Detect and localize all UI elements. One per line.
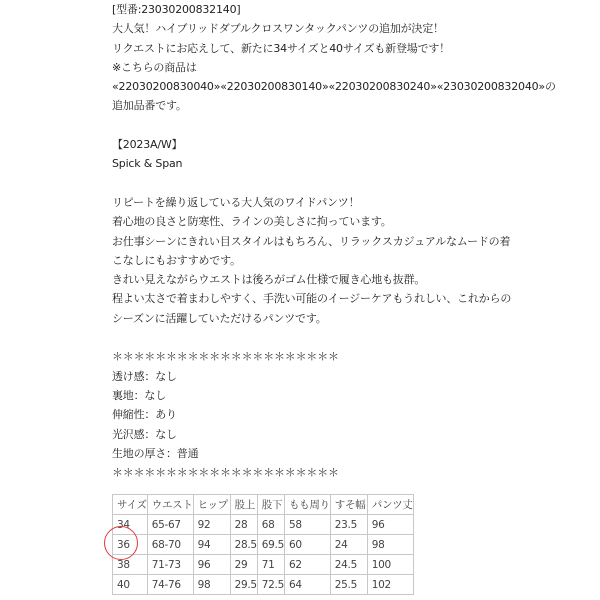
- announcement-line: リクエストにお応えして、新たに34サイズと40サイズも新登場です！: [112, 41, 450, 55]
- spacer: [112, 174, 592, 193]
- table-cell: 34: [113, 515, 148, 535]
- description-line: シーズンに活躍していただけるパンツです。: [112, 311, 327, 325]
- description-line: リピートを繰り返している大人気のワイドパンツ！: [112, 195, 360, 209]
- table-cell: 68-70: [147, 535, 193, 555]
- property-thickness: 生地の厚さ：普通: [112, 446, 199, 460]
- note-line: ※こちらの商品は: [112, 60, 197, 74]
- table-cell: 38: [113, 555, 148, 575]
- header-cell: もも周り: [284, 495, 330, 515]
- table-cell: 24: [330, 535, 367, 555]
- table-cell: 62: [284, 555, 330, 575]
- table-cell: 40: [113, 575, 148, 595]
- header-cell: 股下: [257, 495, 284, 515]
- table-header-row: [113, 495, 414, 515]
- table-cell: 29.5: [230, 575, 257, 595]
- model-number: [型番:23030200832140]: [112, 3, 241, 16]
- table-cell: 25.5: [330, 575, 367, 595]
- property-stretch: 伸縮性：あり: [112, 408, 177, 422]
- table-cell: 92: [193, 515, 230, 535]
- note-line: 追加品番です。: [112, 99, 187, 113]
- table-cell: 28.5: [230, 535, 257, 555]
- table-cell: 60: [284, 535, 330, 555]
- table-cell: 28: [230, 515, 257, 535]
- table-cell: 68: [257, 515, 284, 535]
- property-transparency: 透け感：なし: [112, 369, 177, 383]
- table-cell: 94: [193, 535, 230, 555]
- table-row: [113, 535, 414, 555]
- table-cell: 29: [230, 555, 257, 575]
- table-cell: 71-73: [147, 555, 193, 575]
- table-cell: 58: [284, 515, 330, 535]
- table-cell: 96: [367, 515, 413, 535]
- table-cell: 102: [367, 575, 413, 595]
- table-row: [113, 575, 414, 595]
- header-cell: パンツ丈: [367, 495, 413, 515]
- table-cell: 100: [367, 555, 413, 575]
- table-cell: 65-67: [147, 515, 193, 535]
- table-cell: 98: [193, 575, 230, 595]
- table-cell: 98: [367, 535, 413, 555]
- star-divider: ＊＊＊＊＊＊＊＊＊＊＊＊＊＊＊＊＊＊＊＊＊: [112, 466, 339, 480]
- table-cell: 64: [284, 575, 330, 595]
- table-cell: 71: [257, 555, 284, 575]
- table-cell: 69.5: [257, 535, 284, 555]
- table-cell: 96: [193, 555, 230, 575]
- product-description: [112, 0, 592, 482]
- header-cell: サイズ: [113, 495, 148, 515]
- table-cell: 24.5: [330, 555, 367, 575]
- header-cell: 股上: [230, 495, 257, 515]
- table-cell: 23.5: [330, 515, 367, 535]
- note-line: «22030200830040»«22030200830140»«22030200830240»«23030200832040»の: [112, 80, 556, 94]
- season-label: 【2023A/W】: [112, 138, 183, 152]
- table-cell: 74-76: [147, 575, 193, 595]
- description-line: お仕事シーンにきれい目スタイルはもちろん、リラックスカジュアルなムードの着: [112, 234, 511, 248]
- description-line: きれい見えながらウエストは後ろがゴム仕様で履き心地も抜群。: [112, 273, 426, 287]
- table-row: [113, 555, 414, 575]
- header-cell: ヒップ: [193, 495, 230, 515]
- description-line: 着心地の良さと防寒性、ラインの美しさに拘っています。: [112, 215, 392, 229]
- header-cell: すそ幅: [330, 495, 367, 515]
- property-lining: 裏地：なし: [112, 388, 166, 402]
- size-table: [112, 494, 414, 595]
- description-line: 程よい太さで着まわしやすく、手洗い可能のイージーケアもうれしい、これからの: [112, 292, 512, 306]
- table-cell: 36: [113, 535, 148, 555]
- spacer: [112, 116, 592, 135]
- table-cell: 72.5: [257, 575, 284, 595]
- header-cell: ウエスト: [147, 495, 193, 515]
- spacer: [112, 328, 592, 347]
- announcement-line: 大人気！ハイブリッドダブルクロスワンタックパンツの追加が決定！: [112, 22, 444, 36]
- star-divider: ＊＊＊＊＊＊＊＊＊＊＊＊＊＊＊＊＊＊＊＊＊: [112, 350, 339, 364]
- description-line: こなしにもおすすめです。: [112, 253, 241, 267]
- brand-name: Spick & Span: [112, 157, 183, 171]
- property-gloss: 光沢感：なし: [112, 427, 177, 441]
- table-row: [113, 515, 414, 535]
